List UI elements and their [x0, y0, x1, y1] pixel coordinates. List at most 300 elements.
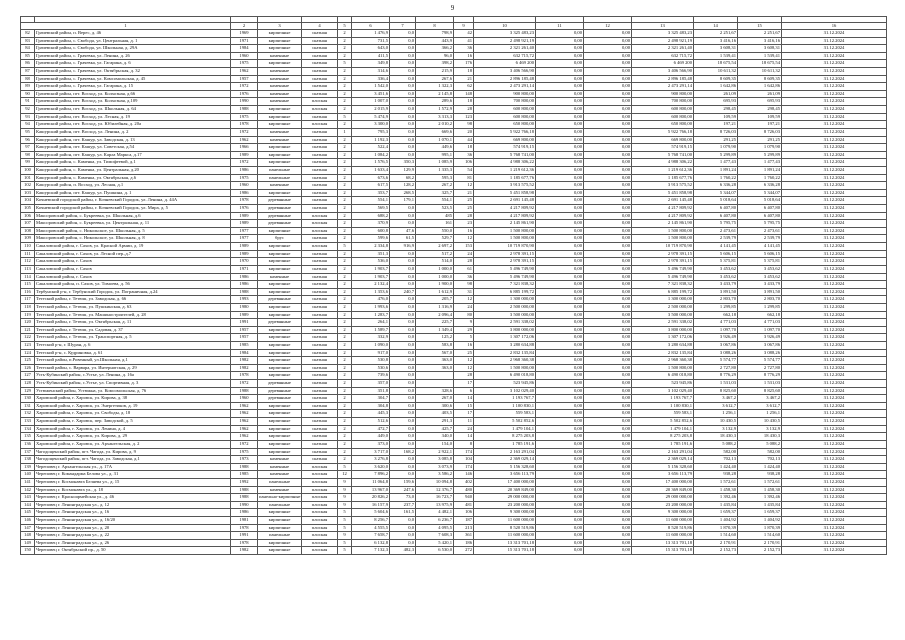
- table-cell: 0,0: [390, 334, 416, 342]
- table-cell: 17: [454, 410, 474, 418]
- table-cell: 0,00: [536, 113, 584, 121]
- table-cell: 1957: [231, 75, 258, 83]
- table-cell: скатная: [302, 425, 338, 433]
- column-header: 4: [302, 23, 338, 30]
- table-cell: 643,0: [352, 45, 390, 53]
- row-number-cell: 143: [21, 494, 35, 502]
- table-cell: 0,00: [536, 440, 584, 448]
- table-row: [21, 501, 887, 509]
- table-cell: 0,00: [584, 121, 632, 129]
- table-cell: 12: [338, 471, 352, 479]
- table-cell: панельные: [258, 501, 302, 509]
- row-number-cell: 108: [21, 227, 35, 235]
- table-cell: кирпичные: [258, 151, 302, 159]
- address-cell: Кашурский район, пгт. Кашур, ул. Пушкина, д. 1: [35, 189, 231, 197]
- table-cell: 5 606,15: [694, 250, 738, 258]
- table-cell: 47,6: [390, 227, 416, 235]
- table-cell: скатная: [302, 372, 338, 380]
- table-cell: 2: [338, 212, 352, 220]
- table-cell: каменные: [258, 471, 302, 479]
- address-cell: Кашурский район, пгт. Кашур, ул. Заводская, д. 13: [35, 136, 231, 144]
- table-cell: 332,9: [352, 334, 390, 342]
- table-cell: 1 070,1: [416, 136, 454, 144]
- table-row: [21, 75, 887, 83]
- table-cell: скатная: [302, 364, 338, 372]
- address-cell: Тетеский район, г. Тетюш, ул. Пушкинская, д. 63: [35, 303, 231, 311]
- table-cell: 12: [454, 296, 474, 304]
- table-cell: 28: [454, 212, 474, 220]
- table-cell: 23 200 000,00: [632, 501, 694, 509]
- table-cell: 0,00: [536, 250, 584, 258]
- table-cell: 0,00: [536, 494, 584, 502]
- table-cell: 31.12.2024: [782, 547, 887, 555]
- table-cell: скатная: [302, 113, 338, 121]
- row-number-cell: 139: [21, 463, 35, 471]
- table-cell: 31.12.2024: [782, 60, 887, 68]
- table-cell: 1 193 767,7: [632, 395, 694, 403]
- column-header: 8: [416, 23, 454, 30]
- table-cell: 0,00: [536, 128, 584, 136]
- table-cell: 3 891,50: [694, 288, 738, 296]
- table-cell: брус: [258, 235, 302, 243]
- address-cell: Максоровский район, с. Букреевка, ул. Центральная, д. 11: [35, 220, 231, 228]
- table-cell: 1 870,39: [694, 524, 738, 532]
- table-cell: 2: [338, 402, 352, 410]
- table-cell: 1 007,0: [352, 98, 390, 106]
- table-cell: 6 490 018,80: [632, 372, 694, 380]
- table-row: [21, 243, 887, 251]
- table-cell: 0,00: [536, 166, 584, 174]
- table-cell: 6: [454, 387, 474, 395]
- table-row: [21, 182, 887, 190]
- table-cell: 481: [454, 501, 474, 509]
- table-cell: 2: [338, 440, 352, 448]
- address-cell: Череповец г. Октябрьский пр., д. 50: [35, 547, 231, 555]
- table-cell: 240,7: [390, 288, 416, 296]
- table-cell: 1 760,22: [738, 174, 782, 182]
- table-cell: 20 826,2: [352, 494, 390, 502]
- table-cell: 2 498 921,19: [474, 37, 536, 45]
- table-cell: скатная: [302, 418, 338, 426]
- table-cell: 5 299,89: [738, 151, 782, 159]
- table-cell: скатная: [302, 159, 338, 167]
- row-number-cell: 145: [21, 509, 35, 517]
- table-cell: 1976: [231, 90, 258, 98]
- table-cell: 0,0: [390, 258, 416, 266]
- table-cell: 4 988 306,22: [474, 159, 536, 167]
- table-cell: 1 349,4: [416, 326, 454, 334]
- table-cell: плоская: [302, 501, 338, 509]
- table-cell: 0,0: [390, 45, 416, 53]
- table-cell: 2: [338, 205, 352, 213]
- table-cell: 1 479 104,1: [632, 425, 694, 433]
- row-number-cell: 106: [21, 212, 35, 220]
- table-cell: 4 988 306,22: [632, 159, 694, 167]
- table-cell: 3 280 634,88: [474, 341, 536, 349]
- table-cell: 3 467,2: [694, 395, 738, 403]
- table-cell: 1 500 800,00: [632, 227, 694, 235]
- table-cell: 5 496 749,90: [632, 273, 694, 281]
- address-cell: Кашурский район, пгт. Восход, ул. Ленина, д. 2: [35, 128, 231, 136]
- table-cell: 1 993,6: [352, 303, 390, 311]
- table-cell: 267,6: [416, 75, 454, 83]
- table-cell: 3 608,31: [694, 45, 738, 53]
- table-row: [21, 265, 887, 273]
- table-cell: 1 079,90: [694, 144, 738, 152]
- table-cell: 5 502 852,6: [474, 418, 536, 426]
- table-cell: 1972: [231, 440, 258, 448]
- table-cell: 3 088,26: [694, 349, 738, 357]
- table-cell: 8: [454, 440, 474, 448]
- table-cell: кирпичные: [258, 258, 302, 266]
- table-cell: 1989: [231, 151, 258, 159]
- table-cell: скатная: [302, 174, 338, 182]
- table-cell: плоская: [302, 471, 338, 479]
- table-cell: 512,6: [352, 418, 390, 426]
- table-cell: 0,0: [390, 83, 416, 91]
- table-row: [21, 136, 887, 144]
- address-cell: Грачевский район, с. Грачевка, ул. Гагарина, д. 6: [35, 60, 231, 68]
- table-cell: 0,0: [390, 303, 416, 311]
- table-cell: 995,1: [416, 151, 454, 159]
- table-cell: 2 369 029,14: [632, 456, 694, 464]
- address-cell: Харовский район, г. Харовск, ул. Свободы, д. 18: [35, 410, 231, 418]
- table-cell: скатная: [302, 395, 338, 403]
- table-cell: 5 768 741,00: [632, 151, 694, 159]
- table-cell: 31.12.2024: [782, 258, 887, 266]
- table-cell: 4 771,03: [694, 319, 738, 327]
- table-row: [21, 189, 887, 197]
- table-cell: кирпичные: [258, 326, 302, 334]
- table-cell: 6 885 199,72: [474, 288, 536, 296]
- table-cell: деревянные: [258, 387, 302, 395]
- table-cell: 650 800,00: [632, 121, 694, 129]
- table-cell: 536,0: [352, 258, 390, 266]
- table-cell: 1982: [231, 547, 258, 555]
- table-cell: 1970: [231, 258, 258, 266]
- column-header: 2: [231, 23, 258, 30]
- table-cell: 12: [454, 235, 474, 243]
- table-cell: 0,00: [584, 509, 632, 517]
- address-cell: Максоровский район, с. Никольское, ул. Школьная, д. 8: [35, 235, 231, 243]
- table-cell: деревянные: [258, 197, 302, 205]
- table-cell: 1988: [231, 494, 258, 502]
- row-number-cell: 95: [21, 128, 35, 136]
- table-cell: 1 219 612,36: [632, 166, 694, 174]
- table-cell: 1973: [231, 456, 258, 464]
- table-cell: 17: [454, 380, 474, 388]
- table-cell: 2 473,61: [694, 227, 738, 235]
- table-cell: 20 369 849,00: [632, 486, 694, 494]
- table-cell: 0,00: [536, 303, 584, 311]
- table-cell: 0,00: [584, 517, 632, 525]
- address-cell: Кашурский район, с. Каменка, ул. Октябрьская, д.6: [35, 174, 231, 182]
- table-cell: 5 922 766,18: [474, 128, 536, 136]
- table-cell: 5 299,89: [694, 151, 738, 159]
- table-cell: 5 156 328,60: [632, 463, 694, 471]
- table-cell: 349,8: [352, 60, 390, 68]
- table-cell: кирпичные: [258, 440, 302, 448]
- table-cell: 398,2: [416, 60, 454, 68]
- table-cell: 0,0: [390, 341, 416, 349]
- table-cell: 1 299,85: [694, 303, 738, 311]
- table-cell: панельные: [258, 166, 302, 174]
- table-cell: 31.12.2024: [782, 144, 887, 152]
- table-cell: 1966: [231, 144, 258, 152]
- table-cell: плоская: [302, 106, 338, 114]
- table-cell: 11 064,8: [352, 478, 390, 486]
- table-cell: 472,7: [352, 425, 390, 433]
- table-cell: скатная: [302, 349, 338, 357]
- row-number-cell: 146: [21, 517, 35, 525]
- table-cell: 10 094,8: [416, 478, 454, 486]
- table-cell: 0,00: [584, 478, 632, 486]
- table-cell: скатная: [302, 128, 338, 136]
- address-cell: Грачевский район, с. Свобода, ул. Центральная, д. 1: [35, 37, 231, 45]
- table-cell: 0,00: [584, 440, 632, 448]
- table-cell: 73,0: [390, 494, 416, 502]
- table-cell: 3 926,49: [738, 334, 782, 342]
- table-cell: кирпичные: [258, 517, 302, 525]
- table-cell: 10 719 870,90: [474, 243, 536, 251]
- address-cell: Череповец г. Ленинградская ул., д. 12: [35, 501, 231, 509]
- register-body: [21, 30, 887, 555]
- table-cell: 3 102 029,40: [632, 387, 694, 395]
- table-cell: 31.12.2024: [782, 364, 887, 372]
- table-cell: 31.12.2024: [782, 326, 887, 334]
- table-cell: 2 010,2: [416, 121, 454, 129]
- table-cell: 3 656 113,79: [474, 471, 536, 479]
- row-number-cell: 112: [21, 258, 35, 266]
- row-number-cell: 89: [21, 83, 35, 91]
- table-cell: 5: [338, 243, 352, 251]
- table-cell: 179,1: [390, 197, 416, 205]
- table-cell: кирпичные: [258, 372, 302, 380]
- row-number-cell: 134: [21, 425, 35, 433]
- table-cell: 2 539,79: [738, 235, 782, 243]
- row-number-cell: 113: [21, 265, 35, 273]
- row-number-cell: 85: [21, 52, 35, 60]
- table-cell: 1 192,3: [352, 136, 390, 144]
- table-cell: кирпичные: [258, 106, 302, 114]
- table-cell: 0,0: [390, 144, 416, 152]
- table-cell: 1 542,0: [352, 83, 390, 91]
- table-cell: 0,00: [584, 425, 632, 433]
- table-cell: 1 870,39: [738, 524, 782, 532]
- address-cell: Грачевский район, с. Грачевка, ул. Гагарина, д. 15: [35, 83, 231, 91]
- table-cell: 0,00: [536, 68, 584, 76]
- address-cell: Сакаловский район, г. Сахов: [35, 258, 231, 266]
- table-cell: 0,0: [390, 425, 416, 433]
- table-cell: 673,6: [352, 174, 390, 182]
- table-cell: 0,00: [584, 387, 632, 395]
- table-cell: 2 803,70: [738, 296, 782, 304]
- table-cell: 2: [338, 273, 352, 281]
- row-number-cell: 132: [21, 410, 35, 418]
- table-cell: 2 251,67: [738, 30, 782, 38]
- table-cell: 3 073,9: [416, 463, 454, 471]
- table-cell: 13 975,9: [416, 501, 454, 509]
- table-cell: кирпичные: [258, 144, 302, 152]
- table-cell: 1 891,24: [738, 166, 782, 174]
- table-cell: 702,13: [738, 456, 782, 464]
- address-cell: Тетеский район, г. Тетюш, ул. Октябрьская, д. 11: [35, 319, 231, 327]
- table-cell: 2 152,73: [738, 547, 782, 555]
- table-cell: 2: [338, 288, 352, 296]
- table-cell: 1985: [231, 341, 258, 349]
- table-cell: кирпичные: [258, 341, 302, 349]
- table-cell: 2 968 360,38: [474, 357, 536, 365]
- table-cell: 5 344,07: [694, 189, 738, 197]
- address-cell: Тетеский район, г. Тетюш, ул. Транспортная, д. 5: [35, 334, 231, 342]
- table-cell: 0,00: [584, 197, 632, 205]
- table-cell: 1990: [231, 98, 258, 106]
- table-cell: 0,00: [584, 83, 632, 91]
- table-row: [21, 121, 887, 129]
- table-cell: 28: [454, 258, 474, 266]
- table-row: [21, 235, 887, 243]
- table-cell: 0,00: [584, 395, 632, 403]
- table-cell: каменные: [258, 52, 302, 60]
- table-cell: 0,00: [536, 448, 584, 456]
- table-cell: 2 691 145,48: [474, 197, 536, 205]
- table-cell: кирпичные: [258, 357, 302, 365]
- table-cell: 938,28: [738, 471, 782, 479]
- table-cell: 0,00: [536, 326, 584, 334]
- table-cell: скатная: [302, 258, 338, 266]
- table-cell: 523 945,86: [632, 380, 694, 388]
- table-cell: 0,0: [390, 151, 416, 159]
- table-cell: 17 400 000,00: [474, 478, 536, 486]
- table-cell: 3 276,8: [352, 456, 390, 464]
- column-header: 10: [474, 23, 536, 30]
- address-cell: Кашурский район, пгт. Кашур, ул. Карла Маркса, д.17: [35, 151, 231, 159]
- table-cell: 1960: [231, 395, 258, 403]
- table-cell: 1 300 000,00: [632, 296, 694, 304]
- table-cell: 2 500 000,00: [632, 303, 694, 311]
- table-cell: скатная: [302, 281, 338, 289]
- table-cell: 3 913 575,52: [632, 182, 694, 190]
- table-cell: 2: [338, 136, 352, 144]
- row-number-cell: 142: [21, 486, 35, 494]
- row-number-cell: 104: [21, 197, 35, 205]
- table-cell: 31.12.2024: [782, 30, 887, 38]
- address-cell: Череповец г. Космонавта ул., д. 18: [35, 486, 231, 494]
- table-cell: 304,7: [352, 395, 390, 403]
- table-cell: 31.12.2024: [782, 52, 887, 60]
- table-cell: 0,0: [390, 136, 416, 144]
- table-cell: 0,00: [536, 189, 584, 197]
- table-cell: 31.12.2024: [782, 113, 887, 121]
- table-cell: 2: [338, 387, 352, 395]
- table-cell: 186: [454, 539, 474, 547]
- column-number-row: [21, 23, 887, 30]
- table-cell: 662,18: [694, 311, 738, 319]
- row-number-cell: 105: [21, 205, 35, 213]
- table-cell: 482,3: [390, 547, 416, 555]
- table-cell: 31.12.2024: [782, 189, 887, 197]
- table-cell: 14: [454, 433, 474, 441]
- table-cell: 0,0: [390, 106, 416, 114]
- row-number-cell: 124: [21, 349, 35, 357]
- table-cell: 0,00: [536, 433, 584, 441]
- table-cell: 0,00: [584, 113, 632, 121]
- table-cell: 31.12.2024: [782, 227, 887, 235]
- row-number-cell: 148: [21, 532, 35, 540]
- table-row: [21, 471, 887, 479]
- table-cell: 731,5: [352, 37, 390, 45]
- table-cell: 1962: [231, 410, 258, 418]
- table-cell: скатная: [302, 45, 338, 53]
- table-cell: плоская: [302, 524, 338, 532]
- table-cell: 0,00: [584, 532, 632, 540]
- table-cell: 31.12.2024: [782, 341, 887, 349]
- table-cell: 36: [454, 151, 474, 159]
- table-cell: 1984: [231, 45, 258, 53]
- table-cell: 24: [454, 303, 474, 311]
- table-cell: 1 193 767,7: [474, 395, 536, 403]
- table-cell: 3 800 000,00: [474, 326, 536, 334]
- table-cell: 12: [454, 182, 474, 190]
- table-cell: 0,0: [390, 456, 416, 464]
- table-cell: 357,0: [352, 380, 390, 388]
- row-number-cell: 119: [21, 311, 35, 319]
- table-cell: 1 322,3: [416, 83, 454, 91]
- table-cell: 2: [338, 311, 352, 319]
- table-row: [21, 250, 887, 258]
- table-cell: 1975: [231, 113, 258, 121]
- table-cell: 267,2: [416, 182, 454, 190]
- table-cell: 2: [338, 52, 352, 60]
- table-cell: 0,0: [390, 402, 416, 410]
- table-cell: 2 473 291,14: [474, 83, 536, 91]
- table-cell: 0,00: [536, 418, 584, 426]
- table-cell: 5 018,64: [738, 197, 782, 205]
- table-cell: 2 727,80: [694, 364, 738, 372]
- table-cell: 0,00: [536, 539, 584, 547]
- table-cell: 31.12.2024: [782, 281, 887, 289]
- table-row: [21, 524, 887, 532]
- row-number-cell: 86: [21, 60, 35, 68]
- table-cell: 0,00: [584, 448, 632, 456]
- table-cell: 31.12.2024: [782, 90, 887, 98]
- table-cell: 1: [338, 128, 352, 136]
- table-row: [21, 83, 887, 91]
- table-cell: 1986: [231, 166, 258, 174]
- table-cell: 1978: [231, 524, 258, 532]
- table-cell: 4 141,45: [738, 243, 782, 251]
- table-cell: каменные: [258, 128, 302, 136]
- table-cell: 0,00: [584, 227, 632, 235]
- table-cell: 1 185 677,76: [474, 174, 536, 182]
- table-cell: плоская: [302, 220, 338, 228]
- table-cell: 0,00: [584, 243, 632, 251]
- table-cell: 264,1: [352, 319, 390, 327]
- table-cell: 916,9: [390, 243, 416, 251]
- table-cell: 0,00: [536, 501, 584, 509]
- table-cell: 1 477,43: [694, 159, 738, 167]
- table-cell: 31.12.2024: [782, 75, 887, 83]
- table-cell: 0,00: [584, 212, 632, 220]
- table-cell: 31.12.2024: [782, 273, 887, 281]
- address-cell: Череповец г. Ленинградская ул., д. 20: [35, 524, 231, 532]
- table-cell: 2 978 391,15: [632, 250, 694, 258]
- table-cell: 1972: [231, 380, 258, 388]
- table-cell: 0,00: [536, 75, 584, 83]
- table-cell: 0,00: [584, 486, 632, 494]
- table-cell: 31.12.2024: [782, 395, 887, 403]
- table-cell: 0,0: [390, 265, 416, 273]
